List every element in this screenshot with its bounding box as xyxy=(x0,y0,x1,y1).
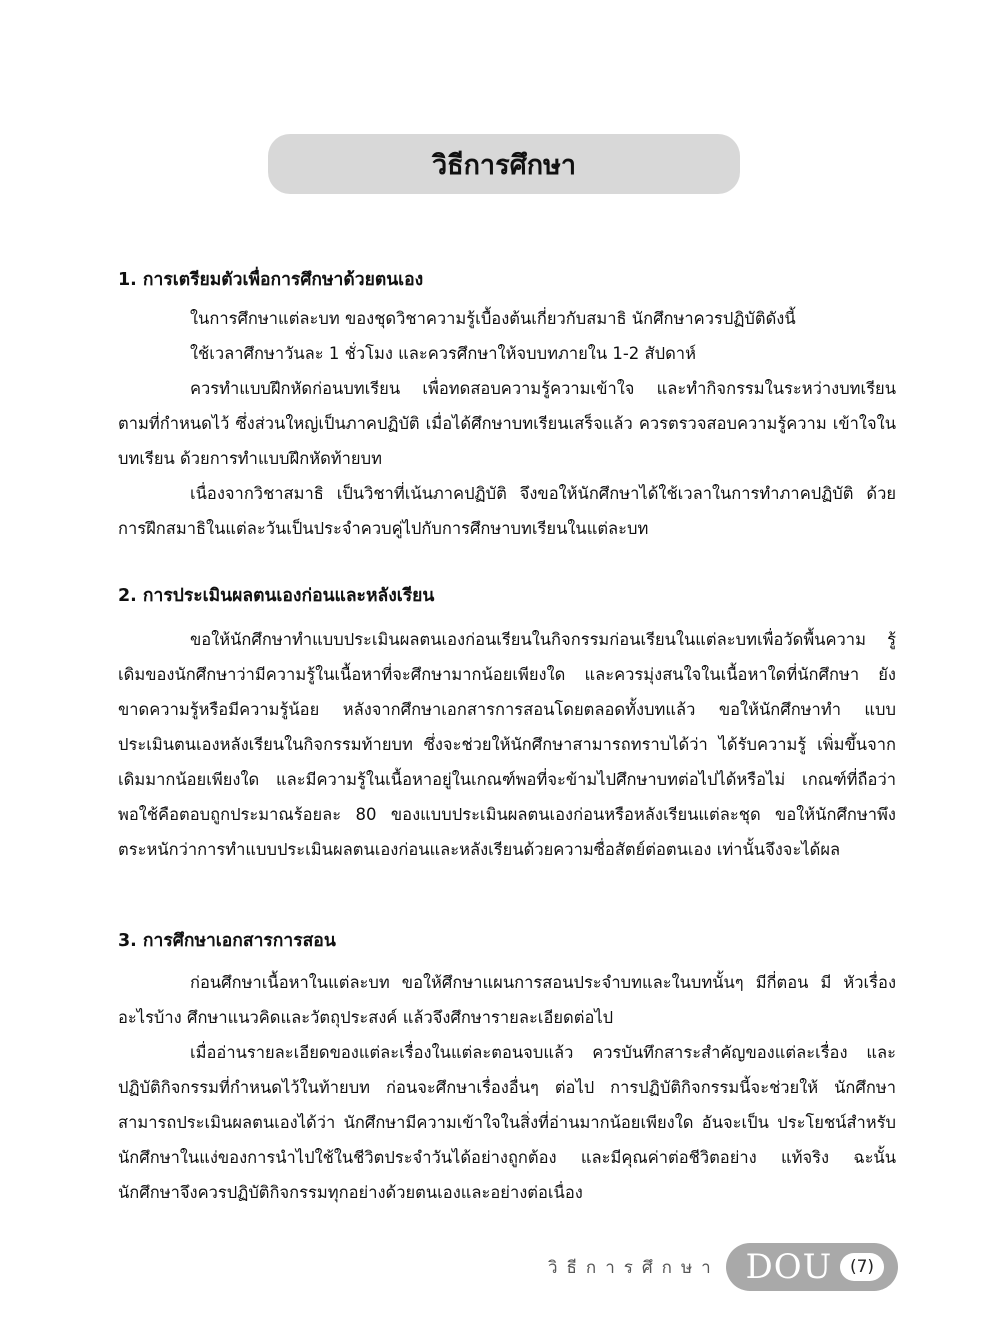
paragraph: ในการศึกษาแต่ละบท ของชุดวิชาความรู้เบื้องต้นเกี่ยวกับสมาธิ นักศึกษาควรปฏิบัติดังนี้ xyxy=(190,309,796,328)
paragraph: ก่อนศึกษาเนื้อหาในแต่ละบท ขอให้ศึกษาแผนการสอนประจำบทและในบทนั้นๆ มีกี่ตอน มี หัวเรื่องอะไรบ้าง ศึกษาแนวคิดและวัตถุประสงค์ แล้วจึงศึกษารายละเอียดต่อไป xyxy=(118,973,896,1027)
paragraph: ใช้เวลาศึกษาวันละ 1 ชั่วโมง และควรศึกษาให้จบบทภายใน 1-2 สัปดาห์ xyxy=(190,344,696,363)
paragraph: ควรทำแบบฝึกหัดก่อนบทเรียน เพื่อทดสอบความรู้ความเข้าใจ และทำกิจกรรมในระหว่างบทเรียน ตามที่กำหนดไว้ ซึ่งส่วนใหญ่เป็นภาคปฏิบัติ เมื่อได้ศึกษาบทเรียนเสร็จแล้ว ควรตรวจสอบความรู้ความ เข้าใจในบทเรียน ด้วยการทำแบบฝึกหัดท้ายบท xyxy=(118,379,896,468)
dou-logo: DOU xyxy=(745,1247,833,1287)
section-heading: 2. การประเมินผลตนเองก่อนและหลังเรียน xyxy=(118,586,435,606)
page-number: (7) xyxy=(840,1253,884,1281)
section-heading: 3. การศึกษาเอกสารการสอน xyxy=(118,931,336,951)
page-title-box xyxy=(268,134,740,194)
section-self-assessment xyxy=(118,582,896,867)
section-heading: 1. การเตรียมตัวเพื่อการศึกษาด้วยตนเอง xyxy=(118,270,424,290)
paragraph: ขอให้นักศึกษาทำแบบประเมินผลตนเองก่อนเรียนในกิจกรรมก่อนเรียนในแต่ละบทเพื่อวัดพื้นความ รู้เดิมของนักศึกษาว่ามีความรู้ในเนื้อหาที่จะศึกษามากน้อยเพียงใด และควรมุ่งสนใจในเนื้อหาใดที่นักศึกษา ยังขาดความรู้หรือมีความรู้น้อย หลังจากศึกษาเอกสารการสอนโดยตลอดทั้งบทแล้ว ขอให้นักศึกษาทำ แบบประเมินตนเองหลังเรียนในกิจกรรมท้ายบท ซึ่งจะช่วยให้นักศึกษาสามารถทราบได้ว่า ได้รับความรู้ เพิ่มขึ้นจากเดิมมากน้อยเพียงใด และมีความรู้ในเนื้อหาอยู่ในเกณฑ์พอที่จะข้ามไปศึกษาบทต่อไปได้หรือไม่ เกณฑ์ที่ถือว่าพอใช้คือตอบถูกประมาณร้อยละ 80 ของแบบประเมินผลตนเองก่อนหรือหลังเรียนแต่ละชุด ขอให้นักศึกษาพึงตระหนักว่าการทำแบบประเมินผลตนเองก่อนและหลังเรียนด้วยความซื่อสัตย์ต่อตนเอง เท่านั้นจึงจะได้ผล xyxy=(118,630,896,859)
paragraph: เมื่ออ่านรายละเอียดของแต่ละเรื่องในแต่ละตอนจบแล้ว ควรบันทึกสาระสำคัญของแต่ละเรื่อง และปฏิบัติกิจกรรมที่กำหนดไว้ในท้ายบท ก่อนจะศึกษาเรื่องอื่นๆ ต่อไป การปฏิบัติกิจกรรมนี้จะช่วยให้ นักศึกษาสามารถประเมินผลตนเองได้ว่า นักศึกษามีความเข้าใจในสิ่งที่อ่านมากน้อยเพียงใด อันจะเป็น ประโยชน์สำหรับนักศึกษาในแง่ของการนำไปใช้ในชีวิตประจำวันได้อย่างถูกต้อง และมีคุณค่าต่อชีวิตอย่าง แท้จริง ฉะนั้นนักศึกษาจึงควรปฏิบัติกิจกรรมทุกอย่างด้วยตนเองและอย่างต่อเนื่อง xyxy=(118,1043,896,1202)
section-study-materials xyxy=(118,927,896,1210)
footer-badge xyxy=(726,1243,898,1291)
section-preparation xyxy=(118,266,896,546)
page-footer xyxy=(548,1242,898,1292)
footer-label: วิธีการศึกษา xyxy=(548,1257,720,1278)
paragraph: เนื่องจากวิชาสมาธิ เป็นวิชาที่เน้นภาคปฏิบัติ จึงขอให้นักศึกษาได้ใช้เวลาในการทำภาคปฏิบัติ ด้วยการฝึกสมาธิในแต่ละวันเป็นประจำควบคู่ไปกับการศึกษาบทเรียนในแต่ละบท xyxy=(118,484,896,538)
page-title: วิธีการศึกษา xyxy=(431,149,577,181)
